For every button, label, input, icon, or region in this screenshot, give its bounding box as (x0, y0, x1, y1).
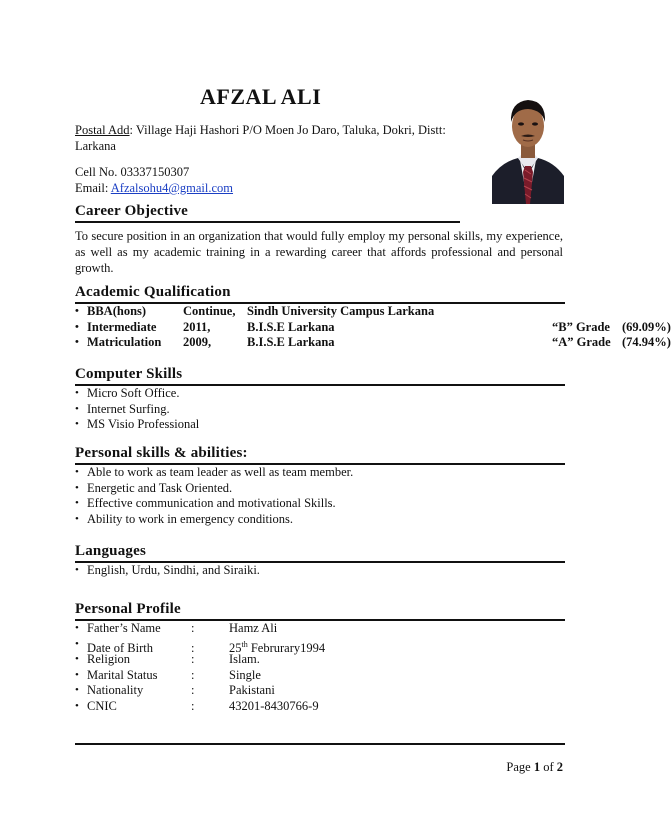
qualification-year: Continue, (183, 304, 236, 318)
qualification-institute: Sindh University Campus Larkana (247, 304, 435, 318)
qualification-list (75, 304, 671, 351)
list-item: • Effective communication and motivational Skills. (75, 496, 353, 512)
qualification-degree: Matriculation (87, 335, 162, 349)
profile-label: Date of Birth (87, 640, 153, 655)
qualification-percent: (74.94%) (622, 335, 671, 349)
qualification-year: 2009, (183, 335, 212, 349)
postal-address-cont: Larkana (75, 139, 116, 153)
list-item: • English, Urdu, Sindhi, and Siraiki. (75, 563, 260, 579)
personal-skills-list (75, 465, 353, 527)
page-current: 1 (533, 760, 541, 774)
applicant-name: AFZAL ALI (200, 84, 322, 109)
profile-photo-image (492, 76, 564, 204)
postal-value: : Village Haji Hashori P/O Moen Jo Daro, Taluka, Dokri, Distt: (129, 123, 446, 137)
page-mid: of (540, 760, 557, 774)
profile-sep: : (191, 621, 195, 635)
qualification-degree: BBA(hons) (87, 304, 147, 318)
profile-sep: : (191, 652, 195, 666)
email-label: Email: (75, 181, 111, 195)
qualification-degree: Intermediate (87, 319, 157, 334)
profile-row (75, 683, 325, 699)
footer-divider (75, 743, 565, 745)
profile-sep: : (191, 667, 195, 682)
qualification-percent: (69.09%) (622, 319, 671, 334)
languages-list (75, 563, 260, 579)
qualification-row (75, 304, 671, 320)
profile-label: CNIC (87, 698, 117, 713)
qualification-row (75, 320, 671, 336)
dob-rest: Februrary1994 (247, 640, 326, 655)
dob-suffix: th (241, 639, 248, 649)
personal-skills-title: Personal skills & abilities: (75, 445, 248, 461)
page-number (506, 760, 563, 775)
profile-row (75, 668, 325, 684)
profile-row (75, 637, 325, 653)
profile-row (75, 621, 325, 637)
qualification-year: 2011, (183, 319, 211, 334)
profile-value: Pakistani (229, 683, 275, 697)
computer-skills-title: Computer Skills (75, 366, 183, 382)
list-item: • Ability to work in emergency conditions. (75, 512, 353, 528)
profile-label: Father’s Name (87, 621, 161, 635)
profile-sep: : (191, 640, 195, 655)
profile-row (75, 699, 325, 715)
page-prefix: Page (506, 760, 534, 774)
personal-profile-title: Personal Profile (75, 601, 181, 617)
personal-profile-list (75, 621, 325, 714)
dob-day: 25 (229, 640, 242, 655)
career-objective-text: To secure position in an organization that would fully employ my personal skills, my experience, as well as my academic training in a rewarding career that affords professional and personal growth. (75, 229, 563, 275)
list-item: • Internet Surfing. (75, 402, 199, 418)
qualification-grade: “B” Grade (552, 319, 610, 334)
profile-value: Islam. (229, 652, 260, 666)
postal-address (75, 122, 465, 138)
profile-sep: : (191, 683, 195, 697)
qualification-grade: “A” Grade (552, 335, 611, 349)
cell-number: Cell No. 03337150307 (75, 165, 190, 179)
qualification-row (75, 335, 671, 351)
profile-sep: : (191, 698, 195, 713)
academic-qualification-title: Academic Qualification (75, 284, 231, 300)
career-divider (75, 221, 460, 223)
qualification-institute: B.I.S.E Larkana (247, 335, 335, 349)
profile-row (75, 652, 325, 668)
email-link[interactable]: Afzalsohu4@gmail.com (110, 181, 234, 195)
list-item: • Able to work as team leader as well as team member. (75, 465, 353, 481)
languages-title: Languages (75, 543, 146, 559)
email-line (75, 180, 233, 196)
computer-skills-list (75, 386, 199, 433)
list-item: • Micro Soft Office. (75, 386, 199, 402)
page-total: 2 (556, 760, 563, 774)
career-objective-title: Career Objective (75, 203, 189, 219)
profile-value: 43201-8430766-9 (229, 698, 319, 713)
profile-label: Marital Status (87, 667, 158, 682)
profile-photo (492, 76, 564, 204)
list-item: • Energetic and Task Oriented. (75, 481, 353, 497)
profile-label: Nationality (87, 683, 144, 697)
profile-value: Single (229, 667, 261, 682)
qualification-institute: B.I.S.E Larkana (247, 319, 335, 334)
list-item: • MS Visio Professional (75, 417, 199, 433)
profile-label: Religion (87, 652, 131, 666)
profile-value: Hamz Ali (229, 621, 278, 635)
postal-label: Postal Add (75, 123, 130, 137)
